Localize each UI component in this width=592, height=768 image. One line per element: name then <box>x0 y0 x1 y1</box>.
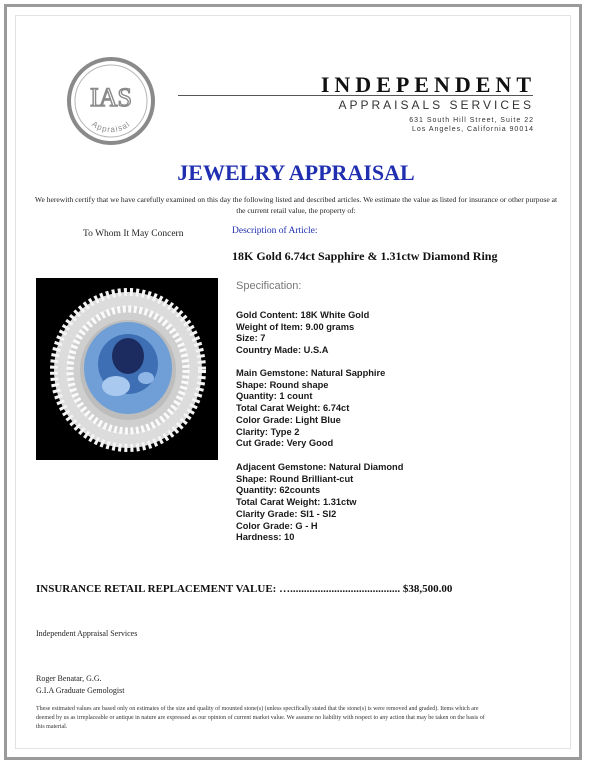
signature-company: Independent Appraisal Services <box>36 629 138 638</box>
spec-adjacent-gemstone: Adjacent Gemstone: Natural Diamond <box>236 462 404 472</box>
spec-country: Country Made: U.S.A <box>236 345 329 356</box>
spec-size: Size: 7 <box>236 333 266 344</box>
main-gemstone-specs <box>236 368 385 450</box>
spec-weight: Weight of Item: 9.00 grams <box>236 321 355 332</box>
spec-main-quantity: Quantity: 1 count <box>236 391 313 402</box>
signature-title: G.I.A Graduate Gemologist <box>36 686 125 695</box>
spec-adjacent-hardness: Hardness: 10 <box>236 532 295 543</box>
spec-adjacent-carat: Total Carat Weight: 1.31ctw <box>236 497 357 508</box>
spec-adjacent-shape: Shape: Round Brilliant-cut <box>236 473 354 484</box>
company-address-line2: Los Angeles, California 90014 <box>411 126 534 133</box>
spec-main-shape: Shape: Round shape <box>236 379 329 390</box>
description-label: Description of Article: <box>232 226 318 236</box>
company-address-line1: 631 South Hill Street, Suite 22 <box>409 117 534 124</box>
signature-name: Roger Benatar, G.G. <box>36 674 102 683</box>
spec-main-color: Color Grade: Light Blue <box>236 414 341 425</box>
svg-text:Appraisal <box>90 119 132 134</box>
disclaimer: These estimated values are based only on estimates of the size and quality of mounted stone(s) (unless specifically stated that the stone(s) is were removed and graded). Items which are deemed by us as irreplaceable or antique in nature are expressed as our opinion of current market value. We assume no liability with respect to any action that may be taken on the basis of this material. <box>36 706 485 731</box>
company-name: INDEPENDENT <box>320 72 536 97</box>
spec-main-carat: Total Carat Weight: 6.74ct <box>236 403 350 414</box>
logo-ring-text: Appraisal <box>90 119 132 135</box>
spec-main-clarity: Clarity: Type 2 <box>236 426 300 437</box>
recipient: To Whom It May Concern <box>83 229 184 239</box>
spec-adjacent-quantity: Quantity: 62counts <box>236 485 321 496</box>
certification-text: We herewith certify that we have carefully examined on this day the following listed and described articles. We estimate the value as listed for insurance or other purpose at the current retail value, the property of: <box>34 195 558 215</box>
specification-label: Specification: <box>236 280 302 292</box>
document-title: JEWELRY APPRAISAL <box>177 160 415 185</box>
spec-gold-content: Gold Content: 18K White Gold <box>236 310 370 320</box>
adjacent-gemstone-specs <box>236 462 403 544</box>
spec-main-gemstone: Main Gemstone: Natural Sapphire <box>236 368 386 378</box>
insurance-value: INSURANCE RETAIL REPLACEMENT VALUE: …........................................ $38,500.00 <box>36 583 453 595</box>
item-title: 18K Gold 6.74ct Sapphire & 1.31ctw Diamond Ring <box>232 249 498 263</box>
spec-adjacent-color: Color Grade: G - H <box>236 520 318 531</box>
ring-photo <box>36 278 218 460</box>
spec-main-cut: Cut Grade: Very Good <box>236 438 334 449</box>
metal-specs <box>236 310 369 357</box>
logo-letters: IAS <box>90 83 132 112</box>
ias-logo <box>66 56 156 146</box>
company-subtitle: APPRAISALS SERVICES <box>338 98 534 112</box>
spec-adjacent-clarity: Clarity Grade: SI1 - SI2 <box>236 508 337 519</box>
